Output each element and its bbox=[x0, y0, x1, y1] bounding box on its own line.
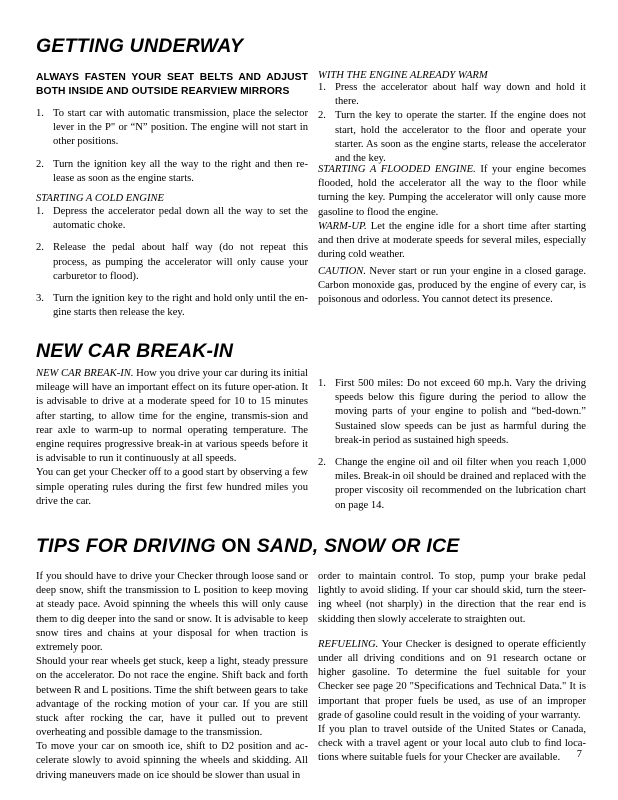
caution-run-head: CAUTION. bbox=[318, 266, 366, 277]
refueling-paragraph bbox=[318, 638, 586, 723]
list-marker: 2. bbox=[318, 456, 326, 468]
list-item-text: Release the pedal about half way (do not repeat this process, as pumping the accelerator will only cause your carburetor to flood). bbox=[53, 242, 308, 282]
starting-automatic-list bbox=[36, 107, 308, 186]
warmup-text: Let the engine idle for a short time after starting and then drive at moderate speeds for several miles, especially during cold weather. bbox=[318, 221, 586, 261]
list-marker: 2. bbox=[36, 158, 44, 170]
section-heading-getting-underway: GETTING UNDERWAY bbox=[36, 35, 244, 57]
warm-engine-list bbox=[318, 81, 586, 166]
tips-heading-part-2: SAND, SNOW OR ICE bbox=[256, 535, 460, 557]
section-heading-new-car-break-in: NEW CAR BREAK-IN bbox=[36, 340, 234, 362]
list-marker: 1. bbox=[36, 206, 44, 217]
list-marker: 3. bbox=[36, 292, 44, 304]
tips-paragraph-3: To move your car on smooth ice, shift to D2 position and ac-celerate slowly to avoid spinning the wheels and skidding. All driving maneuvers made on ice should be slower than usual in bbox=[36, 741, 308, 781]
list-item-text: Turn the ignition key to the right and hold only until the en-gine starts then release the key. bbox=[53, 292, 308, 319]
tips-left-column bbox=[36, 570, 308, 783]
list-marker: 1. bbox=[318, 82, 326, 93]
section-heading-tips-for-driving bbox=[36, 536, 459, 556]
break-in-body bbox=[36, 367, 308, 509]
paragraph-spacer bbox=[318, 627, 586, 638]
list-item bbox=[318, 109, 586, 166]
page-number: 7 bbox=[576, 749, 582, 760]
list-marker: 1. bbox=[36, 108, 44, 119]
cold-engine-list bbox=[36, 205, 308, 320]
break-in-paragraph-1 bbox=[36, 367, 308, 466]
list-item bbox=[318, 81, 586, 109]
tips-heading-part-1: TIPS FOR DRIVING bbox=[36, 535, 216, 557]
list-item-text: Turn the ignition key all the way to the right and then re-lease as soon as the engine starts. bbox=[53, 158, 308, 184]
list-marker: 2. bbox=[36, 242, 44, 254]
seatbelt-subheading bbox=[36, 71, 308, 99]
break-in-rules-list bbox=[318, 377, 586, 513]
break-in-paragraph-1-text: How you drive your car during its initial mileage will have an important effect on its future oper-ation. It is advisable to drive at a moderate speed for 10 to 15 minutes after starting, to allow time for the engine, transmis-sion and rear axle to warm-up to normal operating temperature. The engine requires progressive break-in at various speeds before it is advisable to run it continuously at all speeds. bbox=[36, 368, 308, 465]
list-marker: 1. bbox=[318, 378, 326, 389]
tips-paragraph-4: order to maintain control. To stop, pump your brake pedal lightly to avoid sliding. If your car should skid, turn the steer-ing wheel (not sharply) in the direction that the rear end is skidding then slowly accelerate to straighten out. bbox=[318, 571, 586, 625]
caution-text: Never start or run your engine in a closed garage. Carbon monoxide gas, produced by the engine of every car, is poisonous and odorless. You cannot detect its presence. bbox=[318, 266, 586, 306]
flooded-engine-run-head: STARTING A FLOODED ENGINE. bbox=[318, 164, 476, 175]
refueling-run-head: REFUELING. bbox=[318, 638, 379, 650]
list-item-text: First 500 miles: Do not exceed 60 mp.h. Vary the driving speeds below this figure during the period to allow the moving parts of your engine to polish and “bed-down.” Sustained slow speeds can be just as harmful during the break-in period as sustained high speeds. bbox=[335, 378, 586, 446]
list-item bbox=[36, 205, 308, 233]
warmup-run-head: WARM-UP. bbox=[318, 221, 367, 232]
break-in-paragraph-2: You can get your Checker off to a good start by observing a few simple operating rules during the first few hundred miles you drive the car. bbox=[36, 467, 308, 507]
travel-paragraph: If you plan to travel outside of the United States or Canada, check with a travel agent or your local auto club to find loca-tions where suitable fuels for your Checker are available. bbox=[318, 723, 586, 764]
warm-engine-heading: WITH THE ENGINE ALREADY WARM bbox=[318, 70, 488, 81]
list-item bbox=[36, 292, 308, 320]
seatbelt-subheading-line-1: ALWAYS FASTEN YOUR SEAT BELTS AND ADJUST bbox=[36, 72, 308, 83]
tips-heading-upright: ON bbox=[215, 535, 257, 557]
list-item-text: Press the accelerator about half way down and hold it there. bbox=[335, 82, 586, 108]
warmup-paragraph bbox=[318, 220, 586, 263]
list-item bbox=[36, 241, 308, 284]
list-item bbox=[36, 107, 308, 150]
list-item bbox=[318, 377, 586, 448]
list-marker: 2. bbox=[318, 110, 326, 122]
break-in-run-head: NEW CAR BREAK-IN. bbox=[36, 368, 134, 379]
list-item-text: To start car with automatic transmission, place the selector lever in the P" or “N” position. The engine will not start in other positions. bbox=[53, 108, 308, 148]
list-item bbox=[36, 158, 308, 186]
seatbelt-subheading-line-2: BOTH INSIDE AND OUTSIDE REARVIEW MIRRORS bbox=[36, 86, 290, 98]
list-item bbox=[318, 456, 586, 513]
list-item-text: Depress the accelerator pedal down all the way to set the automatic choke. bbox=[53, 206, 308, 232]
tips-paragraph-1: If you should have to drive your Checker through loose sand or deep snow, shift the transmission to L position to keep moving at steady pace. Avoid spinning the wheels this will only cause them to dig deeper into the sand or snow. It is advisable to keep snow tires and chains at your disposal for when traction is extremely poor. bbox=[36, 571, 308, 653]
tips-right-column bbox=[318, 570, 586, 765]
list-item-text: Turn the key to operate the starter. If the engine does not start, hold the accelerator to the floor and operate your starter. As soon as the engine starts, release the accelerator and the key. bbox=[335, 110, 586, 164]
flooded-engine-paragraph bbox=[318, 163, 586, 220]
caution-paragraph bbox=[318, 265, 586, 308]
flooded-engine-text: If your engine becomes flooded, hold the accelerator all the way to the floor while turning the key. Pumping the accelerator will only cause more gasoline to flood the engine. bbox=[318, 164, 586, 218]
list-item-text: Change the engine oil and oil filter when you reach 1,000 miles. Break-in oil should be drained and replaced with the proper viscosity oil recommended on the lubrication chart on page 14. bbox=[335, 456, 586, 511]
cold-engine-heading: STARTING A COLD ENGINE bbox=[36, 193, 165, 204]
tips-paragraph-2: Should your rear wheels get stuck, keep a light, steady pressure on the accelerator. Do not race the engine. Shift back and forth between R and L positions. Time the shift between gears to take advantage of the rocking motion of your car. If you are still stuck after rocking the car, have it pulled out to prevent overheating and possible damage to the transmission. bbox=[36, 656, 308, 739]
refueling-text: Your Checker is designed to operate efficiently under all driving conditions and on 91 research octane or higher gasoline. To determine the fuel suitable for your Checker see page 20 "Specifications and Technical Data." It is important that proper fuels be used, as use of an improper grade of gasoline could result in the voiding of your warranty. bbox=[318, 638, 586, 721]
